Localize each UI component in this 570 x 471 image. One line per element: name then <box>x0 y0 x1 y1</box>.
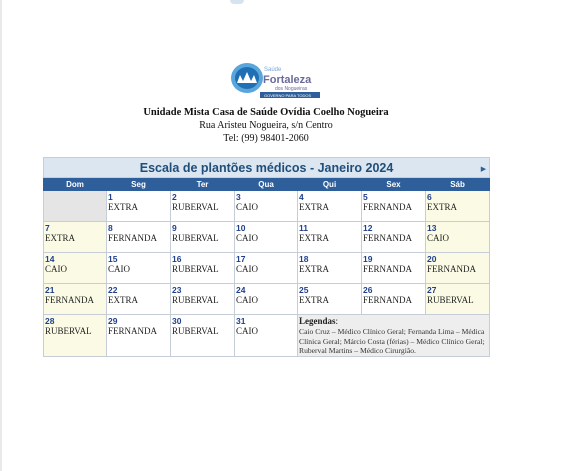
on-duty-name: FERNANDA <box>363 264 413 274</box>
triangle-right-icon[interactable]: ▶ <box>480 166 487 173</box>
weekday-header: Sáb <box>426 178 490 191</box>
document-header <box>0 106 570 145</box>
calendar-day-cell <box>44 222 107 253</box>
calendar-title-cell <box>44 158 490 178</box>
on-duty-name: EXTRA <box>45 233 75 243</box>
calendar-week-row <box>44 315 490 357</box>
calendar-empty-cell <box>44 191 107 222</box>
on-duty-name: CAIO <box>236 295 258 305</box>
calendar-day-cell <box>298 284 362 315</box>
on-duty-name: RUBERVAL <box>427 295 474 305</box>
calendar-week-row <box>44 191 490 222</box>
weekday-header: Seg <box>107 178 171 191</box>
on-duty-name: FERNANDA <box>108 233 158 243</box>
on-duty-name: CAIO <box>45 264 67 274</box>
calendar-day-cell <box>44 253 107 284</box>
day-number: 28 <box>45 316 55 326</box>
day-number: 21 <box>45 285 55 295</box>
calendar-day-cell <box>107 191 171 222</box>
on-duty-name: EXTRA <box>299 295 329 305</box>
calendar-day-cell <box>426 284 490 315</box>
calendar-week-row <box>44 253 490 284</box>
on-duty-name: CAIO <box>236 233 258 243</box>
day-number: 1 <box>108 192 113 202</box>
calendar-day-cell <box>426 253 490 284</box>
institution-name: Unidade Mista Casa de Saúde Ovídia Coelho Nogueira <box>143 107 389 118</box>
weekday-header-row <box>44 178 490 191</box>
day-number: 10 <box>236 223 246 233</box>
calendar-day-cell <box>235 253 298 284</box>
on-duty-name: CAIO <box>427 233 449 243</box>
calendar-day-cell <box>362 222 426 253</box>
on-duty-name: RUBERVAL <box>172 264 219 274</box>
calendar-day-cell <box>362 253 426 284</box>
weekday-header: Qui <box>298 178 362 191</box>
day-number: 26 <box>363 285 373 295</box>
day-number: 20 <box>427 254 437 264</box>
calendar-day-cell <box>107 253 171 284</box>
calendar-day-cell <box>426 191 490 222</box>
top-decoration <box>230 0 244 4</box>
calendar-day-cell <box>171 284 235 315</box>
on-duty-name: FERNANDA <box>108 326 158 336</box>
phone: Tel: (99) 98401-2060 <box>223 133 309 144</box>
calendar-day-cell <box>107 284 171 315</box>
calendar-day-cell <box>171 315 235 357</box>
calendar-day-cell <box>171 253 235 284</box>
day-number: 30 <box>172 316 182 326</box>
calendar-day-cell <box>426 222 490 253</box>
day-number: 5 <box>363 192 368 202</box>
legend-title-row: Legendas: <box>299 316 339 326</box>
on-duty-name: CAIO <box>236 326 258 336</box>
calendar-day-cell <box>171 191 235 222</box>
calendar-week-row <box>44 284 490 315</box>
on-duty-name: EXTRA <box>427 202 457 212</box>
on-duty-name: RUBERVAL <box>172 202 219 212</box>
calendar-day-cell <box>298 191 362 222</box>
on-duty-name: CAIO <box>236 202 258 212</box>
on-duty-name: RUBERVAL <box>45 326 92 336</box>
calendar-day-cell <box>235 191 298 222</box>
calendar-week-row <box>44 222 490 253</box>
calendar-day-cell <box>107 222 171 253</box>
day-number: 17 <box>236 254 246 264</box>
day-number: 4 <box>299 192 304 202</box>
day-number: 16 <box>172 254 182 264</box>
on-duty-name: EXTRA <box>299 264 329 274</box>
calendar-day-cell <box>235 284 298 315</box>
day-number: 2 <box>172 192 177 202</box>
day-number: 8 <box>108 223 113 233</box>
day-number: 12 <box>363 223 373 233</box>
calendar-title: Escala de plantões médicos - Janeiro 2024 <box>139 160 394 175</box>
logo-banner-text: GOVERNO PARA TODOS <box>264 93 312 98</box>
calendar-day-cell <box>235 315 298 357</box>
calendar-body <box>44 191 490 357</box>
on-duty-name: CAIO <box>236 264 258 274</box>
day-number: 19 <box>363 254 373 264</box>
weekday-header: Sex <box>362 178 426 191</box>
weekday-header: Qua <box>235 178 298 191</box>
calendar-day-cell <box>362 191 426 222</box>
on-duty-name: EXTRA <box>299 202 329 212</box>
calendar-day-cell <box>362 284 426 315</box>
calendar-day-cell <box>44 284 107 315</box>
on-duty-name: CAIO <box>108 264 130 274</box>
logo-main-text: Fortaleza <box>263 74 312 86</box>
day-number: 27 <box>427 285 437 295</box>
calendar-day-cell <box>171 222 235 253</box>
day-number: 22 <box>108 285 118 295</box>
on-duty-name: FERNANDA <box>45 295 95 305</box>
address: Rua Aristeu Nogueira, s/n Centro <box>199 120 333 131</box>
day-number: 29 <box>108 316 118 326</box>
weekday-header: Ter <box>171 178 235 191</box>
on-duty-name: RUBERVAL <box>172 295 219 305</box>
day-number: 6 <box>427 192 432 202</box>
day-number: 24 <box>236 285 246 295</box>
day-number: 31 <box>236 316 246 326</box>
calendar-day-cell <box>44 315 107 357</box>
calendar-day-cell <box>235 222 298 253</box>
on-duty-name: RUBERVAL <box>172 233 219 243</box>
logo-sub-text: dos Nogueiras <box>275 86 308 92</box>
weekday-header: Dom <box>44 178 107 191</box>
day-number: 13 <box>427 223 437 233</box>
on-duty-name: FERNANDA <box>363 202 413 212</box>
day-number: 18 <box>299 254 309 264</box>
calendar-day-cell <box>298 253 362 284</box>
legend-cell <box>298 315 490 357</box>
day-number: 9 <box>172 223 177 233</box>
on-duty-name: EXTRA <box>299 233 329 243</box>
logo-graphic <box>230 63 338 99</box>
logo-top-text: Saúde <box>264 67 282 73</box>
day-number: 15 <box>108 254 118 264</box>
on-duty-name: FERNANDA <box>363 233 413 243</box>
calendar-day-cell <box>107 315 171 357</box>
day-number: 23 <box>172 285 182 295</box>
on-duty-name: FERNANDA <box>363 295 413 305</box>
on-duty-name: RUBERVAL <box>172 326 219 336</box>
logo <box>230 63 338 99</box>
on-duty-name: FERNANDA <box>427 264 477 274</box>
day-number: 7 <box>45 223 50 233</box>
day-number: 25 <box>299 285 309 295</box>
day-number: 3 <box>236 192 241 202</box>
day-number: 14 <box>45 254 55 264</box>
schedule-calendar <box>43 157 490 357</box>
calendar-day-cell <box>298 222 362 253</box>
on-duty-name: EXTRA <box>108 202 138 212</box>
day-number: 11 <box>299 223 308 233</box>
on-duty-name: EXTRA <box>108 295 138 305</box>
legend-title: Legendas <box>299 316 336 326</box>
legend-text: Caio Cruz – Médico Clínico Geral; Fernanda Lima – Médica Clínica Geral; Márcio Costa (férias) – Médico Clínico Geral; Ruberval Martins – Médico Cirurgião. <box>299 327 485 356</box>
page-left-border <box>0 0 2 471</box>
